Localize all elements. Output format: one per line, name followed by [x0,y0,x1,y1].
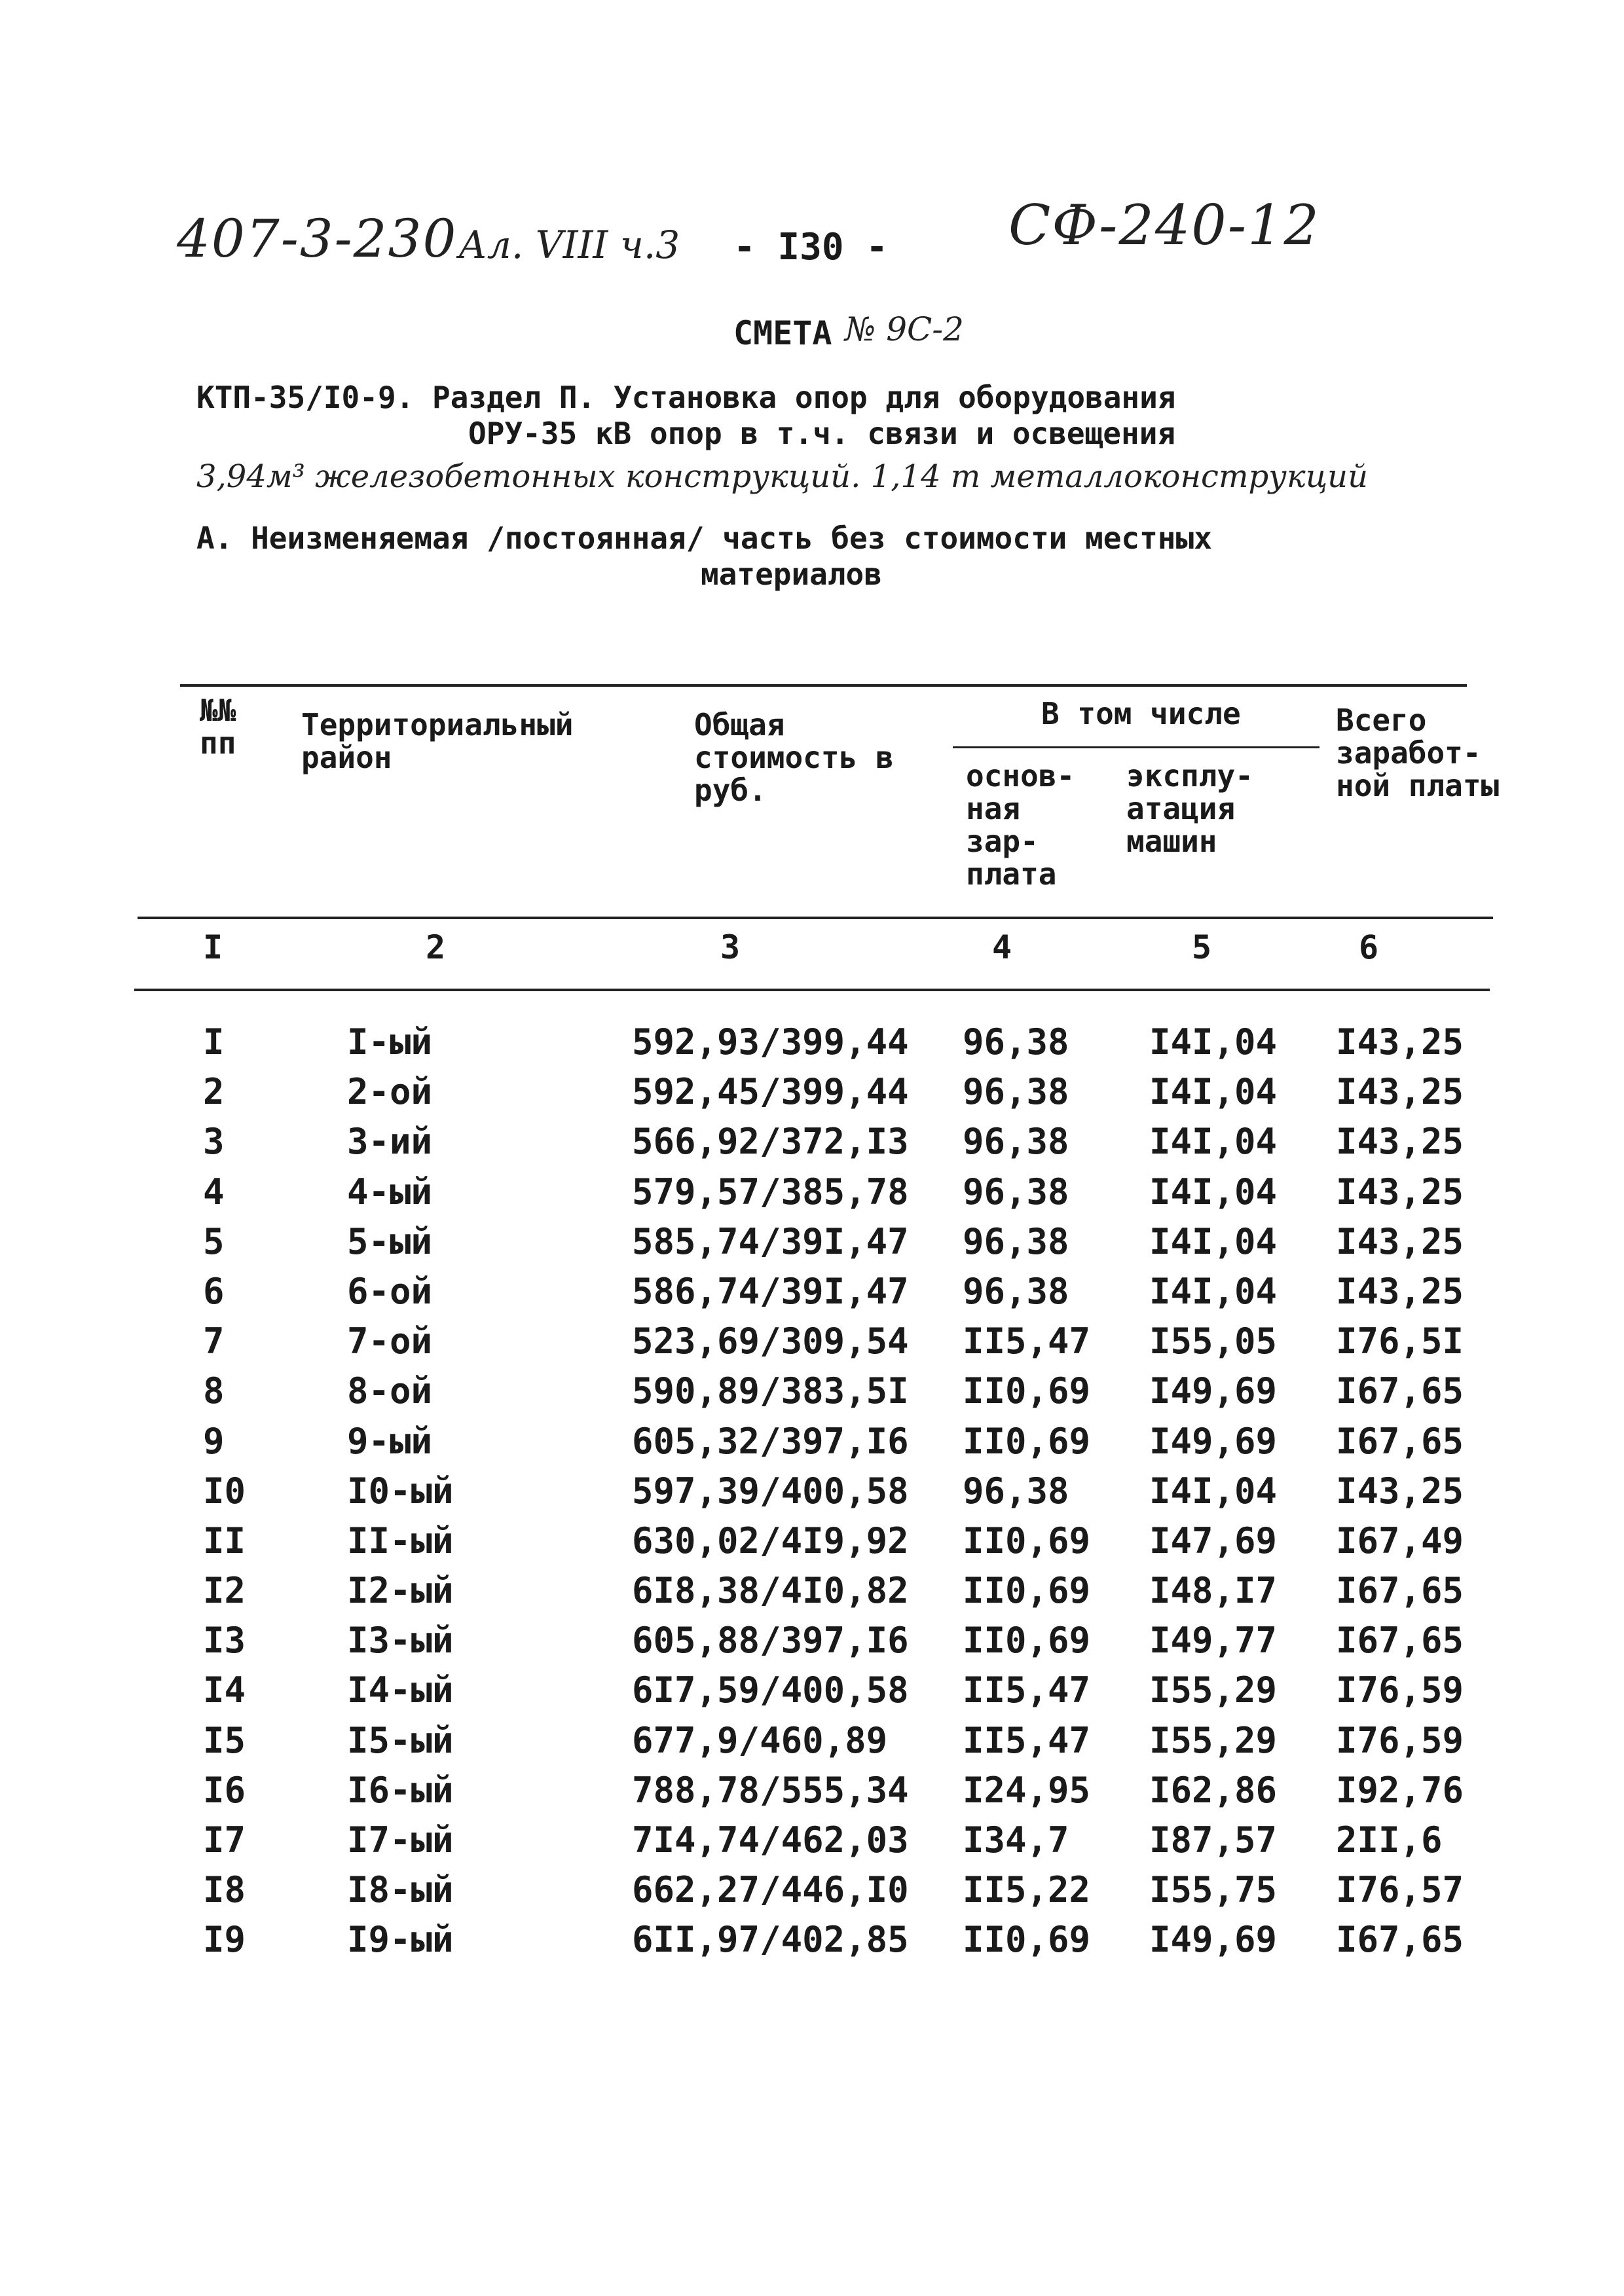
row-number: I0 [203,1470,246,1512]
row-number: I6 [203,1769,246,1811]
base-wage: II5,47 [963,1669,1091,1711]
column-number: I [203,928,223,966]
section-title-line-2: материалов [701,556,882,592]
table-row [0,1770,1624,1819]
base-wage: II5,47 [963,1719,1091,1761]
base-wage: 96,38 [963,1021,1069,1063]
row-number: 5 [203,1220,225,1262]
total-wages: I43,25 [1336,1171,1464,1212]
total-cost: 597,39/400,58 [632,1470,909,1512]
table-row [0,1370,1624,1420]
table-row [0,1121,1624,1171]
header-inner-rule [953,746,1320,748]
region-name: 8-ой [347,1370,433,1412]
total-cost: 6I8,38/4I0,82 [632,1570,909,1612]
table-row [0,1669,1624,1719]
region-name: 3-ий [347,1121,433,1163]
total-wages: I43,25 [1336,1220,1464,1262]
total-cost: 605,88/397,I6 [632,1620,909,1662]
estimate-volume-line: 3,94м³ железобетонных конструкций. 1,14 т металлоконструкций [196,458,1369,495]
header-total-wages: Всего заработ- ной платы [1336,702,1500,803]
row-number: I4 [203,1669,246,1711]
section-title-line-1: А. Неизменяемая /постоянная/ часть без стоимости местных [196,520,1212,556]
machine-operation: I49,77 [1149,1620,1278,1662]
region-name: I3-ый [347,1620,454,1662]
table-row [0,1271,1624,1321]
header-machine-operation: эксплу- атация машин [1126,758,1253,859]
header-total-cost: Общая стоимость в руб. [694,707,894,808]
row-number: I [203,1021,225,1063]
estimate-subject-line-2: ОРУ-35 кВ опор в т.ч. связи и освещения [468,416,1176,451]
machine-operation: I47,69 [1149,1520,1278,1561]
base-wage: 96,38 [963,1171,1069,1212]
table-body [0,1021,1624,1969]
total-wages: I43,25 [1336,1270,1464,1312]
header-including: В том числе [1041,696,1241,731]
total-wages: I76,59 [1336,1719,1464,1761]
row-number: I7 [203,1819,246,1861]
machine-operation: I55,29 [1149,1669,1278,1711]
total-cost: 592,45/399,44 [632,1071,909,1113]
total-wages: 2II,6 [1336,1819,1443,1861]
base-wage: 96,38 [963,1071,1069,1113]
total-wages: I67,65 [1336,1620,1464,1662]
machine-operation: I4I,04 [1149,1171,1278,1212]
region-name: 6-ой [347,1270,433,1312]
base-wage: II0,69 [963,1919,1091,1961]
table-row [0,1720,1624,1770]
machine-operation: I55,29 [1149,1719,1278,1761]
total-cost: 592,93/399,44 [632,1021,909,1063]
total-wages: I67,65 [1336,1919,1464,1961]
total-cost: 6II,97/402,85 [632,1919,909,1961]
column-number: 2 [426,928,446,966]
table-row [0,1620,1624,1669]
table-row [0,1421,1624,1470]
column-number: 3 [720,928,741,966]
base-wage: II0,69 [963,1570,1091,1612]
machine-operation: I4I,04 [1149,1021,1278,1063]
region-name: I8-ый [347,1869,454,1911]
region-name: 9-ый [347,1420,433,1462]
header-region: Территориальный район [301,707,574,775]
base-wage: 96,38 [963,1270,1069,1312]
column-number: 4 [992,928,1012,966]
total-cost: 662,27/446,I0 [632,1869,909,1911]
total-cost: 585,74/39I,47 [632,1220,909,1262]
total-wages: I76,57 [1336,1869,1464,1911]
document-code: 407-3-230 [177,208,458,269]
row-number: 3 [203,1121,225,1163]
table-row [0,1021,1624,1071]
row-number: I5 [203,1719,246,1761]
estimate-subject-line-1: КТП-35/I0-9. Раздел П. Установка опор для оборудования [196,380,1176,415]
album-reference: Ал. VIII ч.3 [458,223,680,267]
region-name: I5-ый [347,1719,454,1761]
region-name: 2-ой [347,1071,433,1113]
table-row [0,1570,1624,1620]
machine-operation: I49,69 [1149,1420,1278,1462]
total-wages: I67,65 [1336,1370,1464,1412]
base-wage: I34,7 [963,1819,1069,1861]
row-number: I8 [203,1869,246,1911]
total-cost: 605,32/397,I6 [632,1420,909,1462]
total-cost: 630,02/4I9,92 [632,1520,909,1561]
row-number: I9 [203,1919,246,1961]
row-number: II [203,1520,246,1561]
total-cost: 579,57/385,78 [632,1171,909,1212]
machine-operation: I4I,04 [1149,1071,1278,1113]
table-row [0,1470,1624,1520]
machine-operation: I55,75 [1149,1869,1278,1911]
region-name: I4-ый [347,1669,454,1711]
total-wages: I43,25 [1336,1121,1464,1163]
column-number: 5 [1192,928,1212,966]
table-row [0,1321,1624,1370]
row-number: 4 [203,1171,225,1212]
region-name: II-ый [347,1520,454,1561]
region-name: 5-ый [347,1220,433,1262]
total-wages: I92,76 [1336,1769,1464,1811]
header-bottom-rule [138,917,1493,919]
base-wage: II0,69 [963,1420,1091,1462]
column-number: 6 [1359,928,1379,966]
base-wage: 96,38 [963,1470,1069,1512]
base-wage: 96,38 [963,1121,1069,1163]
total-cost: 6I7,59/400,58 [632,1669,909,1711]
row-number: 9 [203,1420,225,1462]
region-name: 4-ый [347,1171,433,1212]
estimate-number: № 9С-2 [845,310,964,348]
table-row [0,1520,1624,1570]
machine-operation: I49,69 [1149,1919,1278,1961]
base-wage: II5,47 [963,1321,1091,1362]
page-number: - I30 - [733,226,889,268]
machine-operation: I49,69 [1149,1370,1278,1412]
region-name: 7-ой [347,1321,433,1362]
total-cost: 586,74/39I,47 [632,1270,909,1312]
region-name: I7-ый [347,1819,454,1861]
total-cost: 788,78/555,34 [632,1769,909,1811]
machine-operation: I62,86 [1149,1769,1278,1811]
region-name: I0-ый [347,1470,454,1512]
table-row [0,1221,1624,1271]
total-wages: I67,65 [1336,1420,1464,1462]
table-top-rule [180,684,1467,687]
machine-operation: I48,I7 [1149,1570,1278,1612]
region-name: I2-ый [347,1570,454,1612]
table-row [0,1819,1624,1869]
region-name: I9-ый [347,1919,454,1961]
row-number: 7 [203,1321,225,1362]
machine-operation: I4I,04 [1149,1121,1278,1163]
row-number: 2 [203,1071,225,1113]
total-wages: I43,25 [1336,1071,1464,1113]
base-wage: 96,38 [963,1220,1069,1262]
total-wages: I76,59 [1336,1669,1464,1711]
header-row-number: №№ пп [200,693,236,761]
estimate-title: СМЕТА [733,314,832,352]
machine-operation: I4I,04 [1149,1270,1278,1312]
base-wage: II5,22 [963,1869,1091,1911]
machine-operation: I87,57 [1149,1819,1278,1861]
region-name: I-ый [347,1021,433,1063]
total-wages: I43,25 [1336,1021,1464,1063]
row-number: 6 [203,1270,225,1312]
total-cost: 566,92/372,I3 [632,1121,909,1163]
machine-operation: I4I,04 [1149,1220,1278,1262]
base-wage: II0,69 [963,1520,1091,1561]
row-number: I3 [203,1620,246,1662]
total-cost: 523,69/309,54 [632,1321,909,1362]
machine-operation: I55,05 [1149,1321,1278,1362]
base-wage: II0,69 [963,1370,1091,1412]
base-wage: I24,95 [963,1769,1091,1811]
total-wages: I76,5I [1336,1321,1464,1362]
base-wage: II0,69 [963,1620,1091,1662]
table-row [0,1869,1624,1919]
row-number: 8 [203,1370,225,1412]
table-row [0,1171,1624,1221]
total-wages: I43,25 [1336,1470,1464,1512]
column-numbers-rule [134,989,1490,991]
total-cost: 7I4,74/462,03 [632,1819,909,1861]
header-base-wage: основ- ная зар- плата [966,758,1075,892]
machine-operation: I4I,04 [1149,1470,1278,1512]
region-name: I6-ый [347,1769,454,1811]
total-cost: 590,89/383,5I [632,1370,909,1412]
sheet-code: СФ-240-12 [1008,193,1320,257]
total-wages: I67,65 [1336,1570,1464,1612]
table-row [0,1071,1624,1121]
table-row [0,1919,1624,1969]
total-wages: I67,49 [1336,1520,1464,1561]
total-cost: 677,9/460,89 [632,1719,888,1761]
row-number: I2 [203,1570,246,1612]
